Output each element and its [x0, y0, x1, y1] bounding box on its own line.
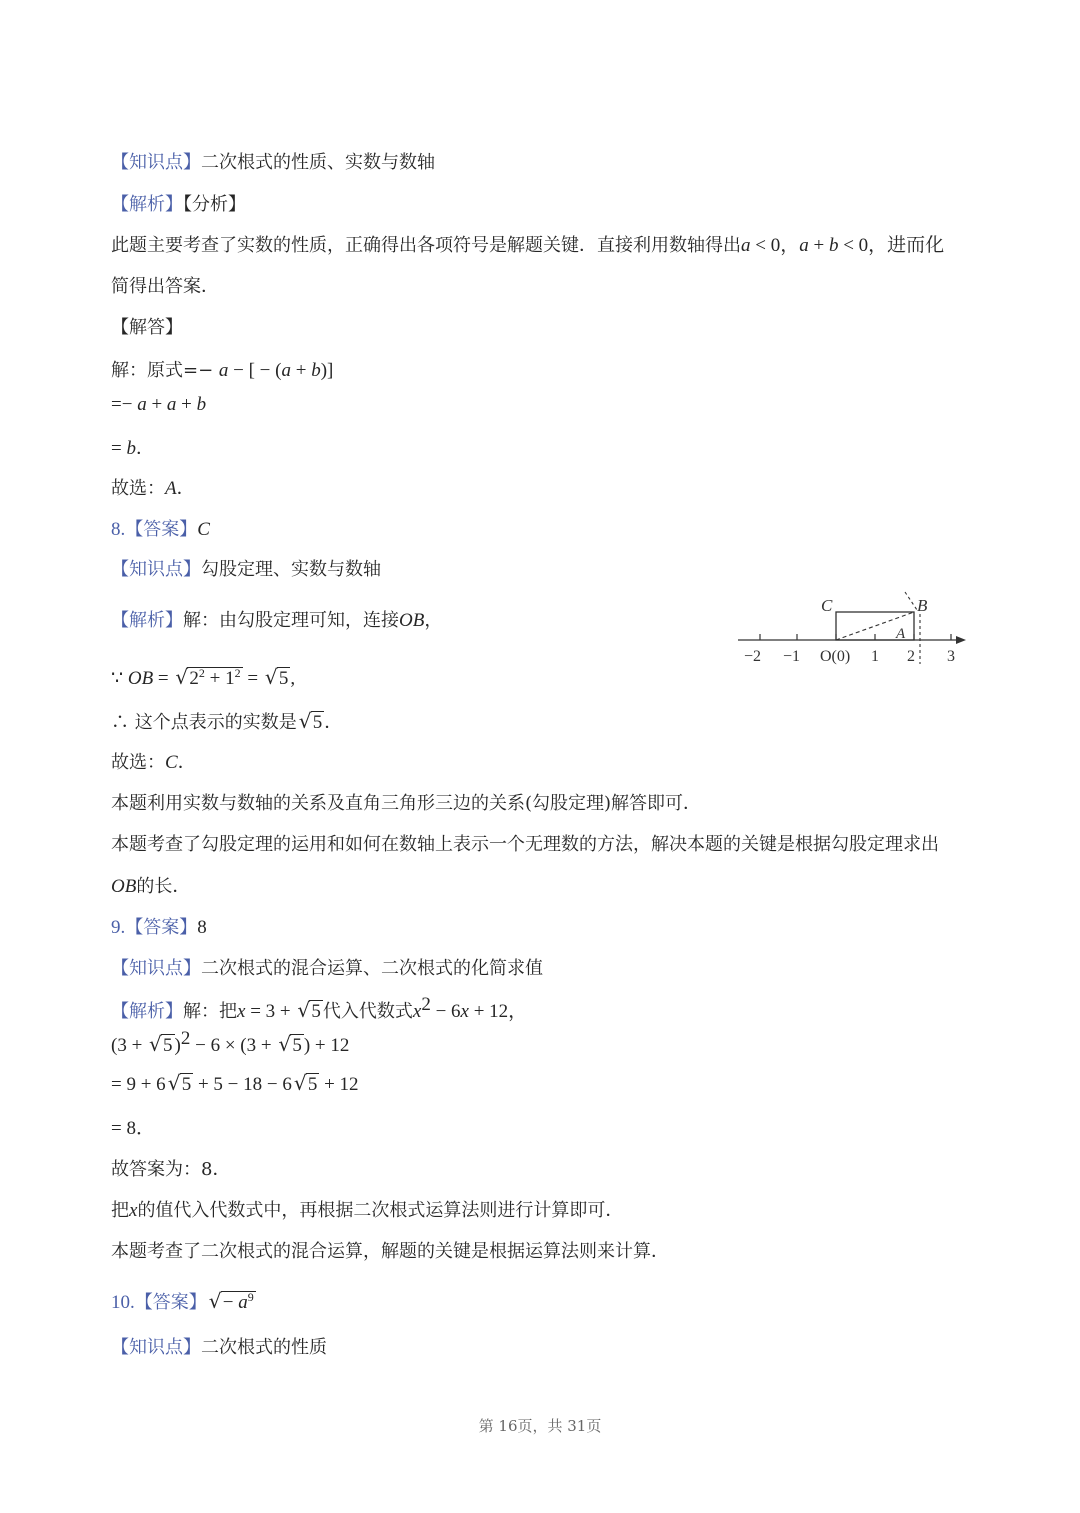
- math-text: + 12: [319, 1074, 359, 1095]
- knowledge-line-q7: [111, 150, 435, 176]
- math-text: −: [222, 1292, 239, 1313]
- analysis-text-line: [111, 233, 944, 259]
- text: ．: [177, 752, 196, 773]
- math-var: a: [281, 360, 291, 381]
- answer-tag: 【答案】: [125, 917, 198, 938]
- math-var: x: [460, 1001, 469, 1022]
- label-b: B: [917, 596, 928, 615]
- math-text: +: [808, 235, 829, 256]
- page-footer: 第 16页，共 31页: [478, 1417, 602, 1435]
- exponent: 9: [247, 1290, 254, 1304]
- sqrt-expression: √ − $a^9$: [208, 1289, 254, 1313]
- q9-step-3: [111, 1116, 155, 1142]
- analysis-tag: 【解析】: [111, 1001, 183, 1022]
- q8-comment-2: [111, 832, 939, 858]
- answer-value: C: [197, 519, 210, 540]
- tick-label-minus-1: −1: [783, 648, 801, 665]
- math-var: x: [412, 1001, 422, 1022]
- math-text: ,: [290, 668, 296, 689]
- math-text: + 12，: [468, 1001, 528, 1022]
- number-line-figure: [730, 588, 970, 670]
- text: ∴ 这个点表示的实数是: [111, 712, 297, 733]
- text: 解：由勾股定理可知，连接: [183, 610, 399, 631]
- math-text: < 0，: [750, 235, 800, 256]
- math-var: a: [799, 235, 809, 256]
- text: 简得出答案．: [111, 276, 219, 297]
- math-var: a: [137, 394, 147, 415]
- analysis-text-line-2: [111, 274, 219, 300]
- q8-step-2: [111, 710, 342, 736]
- knowledge-tag: 【知识点】: [111, 958, 201, 979]
- solution-step-2: [111, 392, 206, 418]
- text: 解：把: [183, 1001, 237, 1022]
- radicand: 5: [163, 1035, 173, 1056]
- knowledge-line-q8: [111, 557, 381, 583]
- text: 的值代入代数式中，再根据二次根式运算法则进行计算即可．: [137, 1200, 624, 1221]
- knowledge-text: 勾股定理、实数与数轴: [201, 559, 381, 580]
- label-c: C: [821, 596, 833, 615]
- sqrt-expression: √ 5: [298, 709, 323, 733]
- math-var: OB: [127, 668, 154, 689]
- math-text: − 6 × (3 +: [190, 1035, 277, 1056]
- analysis-tag: 【解析】: [111, 610, 183, 631]
- radicand: 5: [292, 1035, 302, 1056]
- exponent: 2: [234, 666, 241, 680]
- question-number: 10.: [111, 1292, 135, 1313]
- sqrt-expression: √ 5: [167, 1071, 192, 1095]
- answer-tag: 【答案】: [125, 519, 198, 540]
- text: 代入代数式: [322, 1001, 413, 1022]
- math-var: A: [165, 478, 177, 499]
- math-var: b: [828, 235, 839, 256]
- knowledge-text: 二次根式的性质、实数与数轴: [201, 152, 435, 173]
- radicand: 5: [181, 1074, 192, 1095]
- knowledge-line-q9: [111, 956, 543, 982]
- math-var: x: [129, 1200, 138, 1221]
- math-var: a: [218, 360, 229, 381]
- question-number: 8.: [111, 519, 126, 540]
- radicand: 5: [307, 1074, 318, 1095]
- knowledge-text: 二次根式的混合运算、二次根式的化简求值: [201, 958, 543, 979]
- math-var: b: [196, 394, 207, 415]
- tick-label-3: 3: [947, 648, 955, 665]
- q9-comment-1: [111, 1198, 623, 1224]
- math-text: =: [242, 668, 263, 689]
- answer-line-q10: [111, 1290, 256, 1316]
- knowledge-tag: 【知识点】: [111, 1337, 201, 1358]
- knowledge-tag: 【知识点】: [111, 152, 201, 173]
- math-text: =: [111, 438, 127, 459]
- radicand: 5: [312, 712, 323, 733]
- answer-value: 8: [197, 917, 207, 938]
- math-text: ): [174, 1035, 181, 1056]
- math-var: a: [166, 394, 177, 415]
- label-o: O(0): [820, 648, 851, 665]
- radicand: 5: [311, 1001, 321, 1022]
- text: ，: [424, 610, 443, 631]
- q9-step-1: [111, 1028, 350, 1059]
- sqrt-expression: √ 5: [278, 1032, 302, 1056]
- analysis-tag: 【解析】: [111, 194, 183, 215]
- analysis-subtag: 【分析】: [183, 194, 246, 215]
- analysis-line-q9: [111, 994, 528, 1025]
- math-text: )]: [320, 360, 334, 381]
- math-text: = 9 + 6: [111, 1074, 166, 1095]
- text: 把: [111, 1200, 129, 1221]
- q9-step-4: [111, 1157, 230, 1183]
- answer-tag: 【答案】: [134, 1292, 207, 1313]
- text: 解：原式=−: [111, 360, 219, 381]
- q8-comment-3: [111, 874, 190, 900]
- answer-line-q9: [111, 915, 207, 941]
- text: ．: [324, 712, 343, 733]
- exponent: 2: [421, 994, 431, 1015]
- math-var: C: [165, 752, 178, 773]
- math-var: OB: [111, 876, 137, 897]
- math-text: +: [290, 360, 312, 381]
- text: 本题考查了二次根式的混合运算，解题的关键是根据运算法则来计算．: [111, 1241, 669, 1262]
- text: 【解答】: [111, 317, 183, 338]
- q8-step-3: [111, 750, 196, 776]
- math-text: 2: [189, 668, 199, 689]
- math-var: a: [741, 235, 751, 256]
- math-text: (3 +: [111, 1035, 148, 1056]
- sqrt-expression: √ 5: [297, 998, 321, 1022]
- text: 此题主要考查了实数的性质，正确得出各项符号是解题关键．直接利用数轴得出: [111, 235, 741, 256]
- analysis-line-q7: [111, 192, 246, 218]
- radicand: 5: [278, 668, 289, 689]
- solution-step-1: [111, 358, 333, 384]
- math-text: = 3 +: [245, 1001, 296, 1022]
- tick-label-2: 2: [907, 648, 915, 665]
- math-text: +: [146, 394, 167, 415]
- exponent: 2: [180, 1028, 191, 1049]
- label-a: A: [896, 626, 906, 642]
- text: 本题考查了勾股定理的运用和如何在数轴上表示一个无理数的方法，解决本题的关键是根据勾股定理求出: [111, 834, 939, 855]
- knowledge-line-q10: [111, 1335, 327, 1361]
- sqrt-expression: √ 5: [149, 1032, 173, 1056]
- q9-step-2: [111, 1072, 359, 1098]
- q9-comment-2: [111, 1239, 669, 1265]
- text: 故答案为：8．: [111, 1159, 231, 1180]
- text: ．: [176, 478, 195, 499]
- math-text: =−: [111, 394, 138, 415]
- math-text: = 8．: [111, 1118, 155, 1139]
- math-text: +: [176, 394, 197, 415]
- q8-comment-1: [111, 791, 701, 817]
- q8-step-1: [111, 666, 295, 692]
- math-text: − 6: [430, 1001, 461, 1022]
- math-var: OB: [399, 610, 425, 631]
- math-text: =: [153, 668, 174, 689]
- text: 的长．: [136, 876, 191, 897]
- math-text: ∵: [111, 668, 128, 689]
- text: 故选：: [111, 478, 165, 499]
- math-text: < 0，进而化: [838, 235, 945, 256]
- math-var: b: [126, 438, 136, 459]
- solution-step-3: [111, 436, 154, 462]
- answer-line-q8: [111, 517, 210, 543]
- math-var: x: [237, 1001, 246, 1022]
- math-text: + 1: [204, 668, 235, 689]
- sqrt-expression: √ 5: [264, 665, 289, 689]
- math-var: a: [238, 1292, 248, 1313]
- exponent: 2: [198, 666, 205, 680]
- text: 故选：: [111, 752, 165, 773]
- tick-label-1: 1: [871, 648, 879, 665]
- math-text: + 5 − 18 − 6: [193, 1074, 292, 1095]
- solution-choice: [111, 476, 195, 502]
- question-number: 9.: [111, 917, 126, 938]
- text: ．: [135, 438, 154, 459]
- math-text: ) + 12: [303, 1035, 350, 1056]
- analysis-line-q8: [111, 608, 442, 634]
- solution-heading: [111, 315, 183, 341]
- math-var: b: [311, 360, 321, 381]
- arc-dashed: [905, 592, 917, 610]
- tick-label-minus-2: −2: [744, 648, 762, 665]
- text: 本题利用实数与数轴的关系及直角三角形三边的关系(勾股定理)解答即可．: [111, 793, 702, 814]
- sqrt-expression: √ 5: [293, 1071, 318, 1095]
- knowledge-tag: 【知识点】: [111, 559, 201, 580]
- knowledge-text: 二次根式的性质: [201, 1337, 327, 1358]
- axis-arrow: [956, 636, 966, 644]
- math-text: − [ − (: [228, 360, 282, 381]
- sqrt-expression: √ $2^2 + 1^2$: [175, 665, 241, 689]
